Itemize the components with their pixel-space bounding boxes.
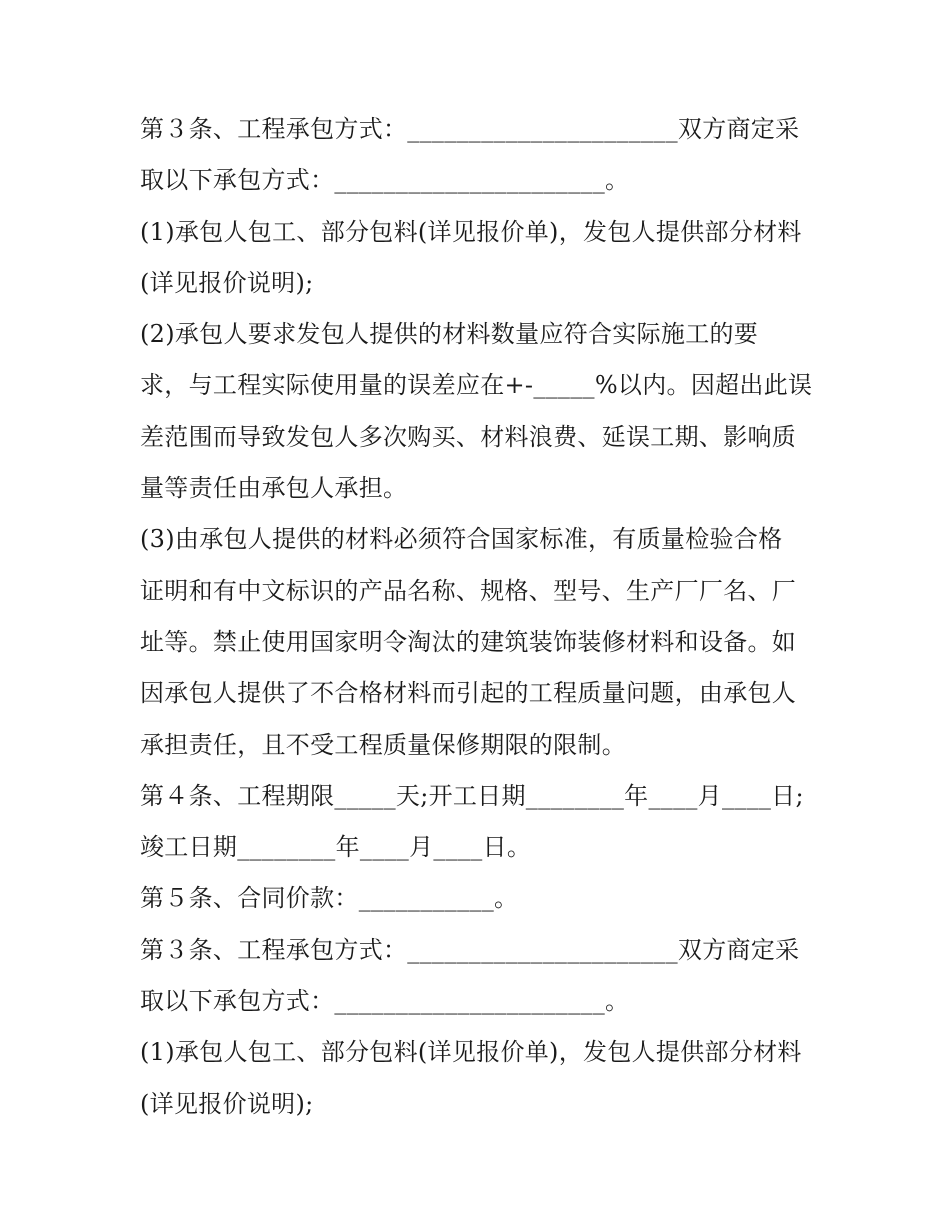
text-line: (1)承包人包工、部分包料(详见报价单)，发包人提供部分材料	[140, 1038, 802, 1067]
text-line: 求，与工程实际使用量的误差应在+-_____%以内。因超出此误	[140, 371, 813, 400]
text-line: 因承包人提供了不合格材料而引起的工程质量问题，由承包人	[140, 679, 797, 708]
text-line: 第３条、工程承包方式：______________________双方商定采	[140, 935, 800, 964]
text-line: 证明和有中文标识的产品名称、规格、型号、生产厂厂名、厂	[140, 576, 797, 605]
text-line: 第５条、合同价款：___________。	[140, 884, 519, 913]
text-line: (详见报价说明);	[140, 268, 314, 297]
text-line: (详见报价说明);	[140, 1089, 314, 1118]
text-line: 取以下承包方式：______________________。	[140, 166, 630, 195]
text-line: 取以下承包方式：______________________。	[140, 987, 630, 1016]
text-line: 址等。禁止使用国家明令淘汰的建筑装饰装修材料和设备。如	[140, 627, 797, 656]
text-line: (2)承包人要求发包人提供的材料数量应符合实际施工的要	[140, 320, 759, 349]
text-line: 差范围而导致发包人多次购买、材料浪费、延误工期、影响质	[140, 422, 797, 451]
text-line: 第４条、工程期限_____天;开工日期________年____月____日;	[140, 781, 804, 810]
text-line: 量等责任由承包人承担。	[140, 474, 408, 503]
document-body	[140, 104, 830, 1130]
text-line: 竣工日期________年____月____日。	[140, 833, 532, 862]
text-line: 承担责任，且不受工程质量保修期限的限制。	[140, 730, 626, 759]
text-line: (1)承包人包工、部分包料(详见报价单)，发包人提供部分材料	[140, 217, 802, 246]
text-line: 第３条、工程承包方式：______________________双方商定采	[140, 115, 800, 143]
text-line: (3)由承包人提供的材料必须符合国家标准，有质量检验合格	[140, 525, 783, 554]
